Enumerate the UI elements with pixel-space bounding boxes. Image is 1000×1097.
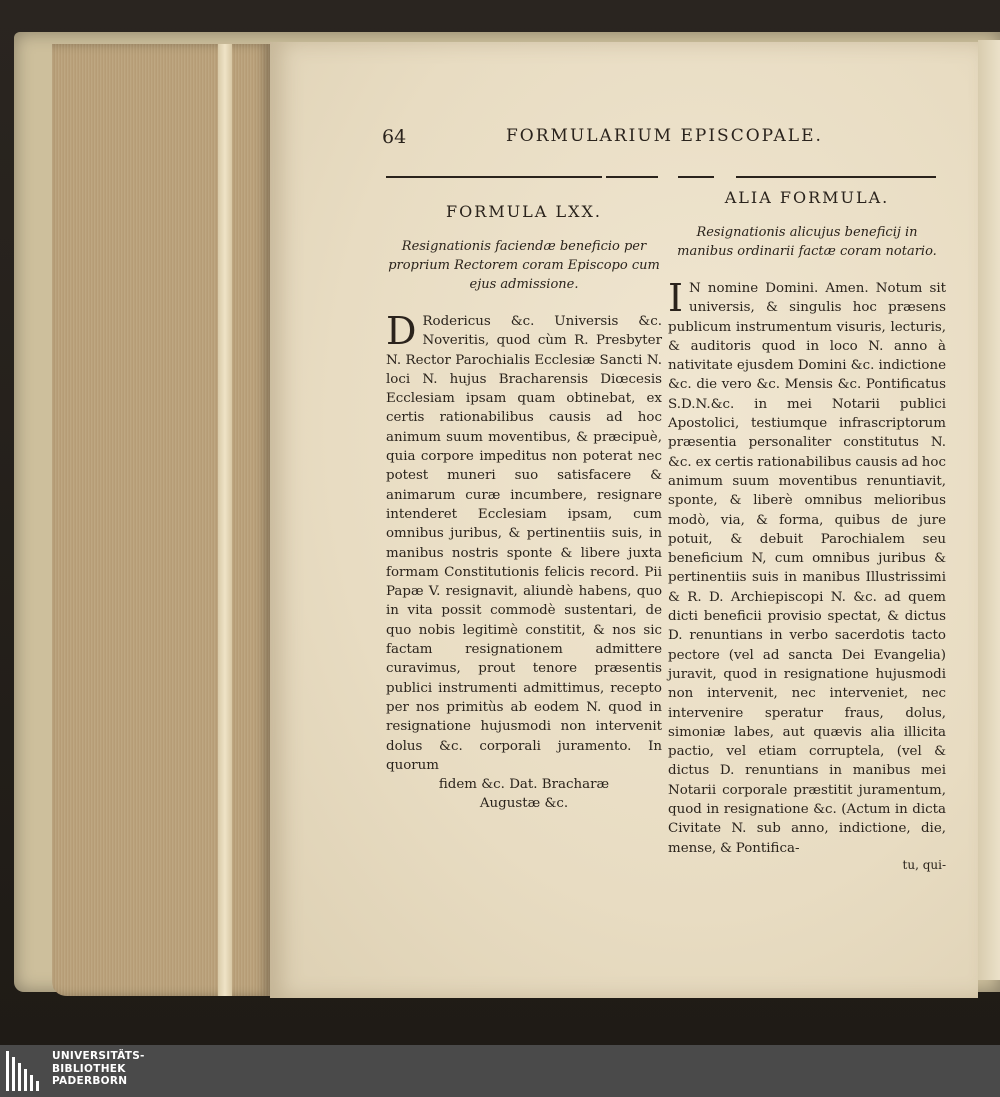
alia-body <box>668 276 946 858</box>
formula-ending-line-2: Augustæ &c. <box>479 796 569 812</box>
book-page <box>270 42 978 998</box>
running-head <box>270 126 978 152</box>
next-page-edge <box>978 40 1000 980</box>
formula-text: Rodericus &c. Universis &c. Noveritis, quod cùm R. Presbyter N. Rector Parochialis Ecclesiæ Sancti N. loci N. hujus Bracharensis Diœcesis Ecclesiam ipsam quam obtinebat, ex certis rationabilibus causis ad hoc animum suum moventibus, & præcipuè, quia corpore impeditus non poterat nec potest muneri suo satisfacere & animarum curæ incumbere, resignare intenderet Ecclesiam ipsam, cum omnibus juribus, & pertinentiis suis, in manibus nostris sponte & libere juxta formam Constitutionis felicis record. Pii Papæ V. resignavit, aliundè habens, quo in vita possit commodè sustentari, de quo nobis legitimè constitit, & nos sic factam resignationem admittere curavimus, prout tenore præsentis publici instrumenti admittimus, recepto per nos primitùs ab eodem N. quod in resignatione hujusmodi non intervenit dolus &c. corporali juramento. In quorum <box>386 314 662 773</box>
header-rule-left <box>386 176 602 178</box>
library-name-line: PADERBORN <box>52 1075 128 1087</box>
header-rule-mid2 <box>678 176 714 178</box>
catchword: tu, qui- <box>902 857 946 872</box>
page-edges <box>52 44 270 996</box>
header-rule-right <box>736 176 936 178</box>
drop-cap: I <box>668 276 684 320</box>
alia-subtitle: Resignationis alicujus beneficij in manibus ordinarii factæ coram notario. <box>677 225 937 259</box>
library-name-line: BIBLIOTHEK <box>52 1062 126 1075</box>
library-footer <box>0 1045 1000 1097</box>
formula-heading: FORMULA LXX. <box>446 202 602 221</box>
formula-subtitle: Resignationis faciendæ beneficio per proprium Rectorem coram Episcopo cum ejus admissione. <box>388 239 660 292</box>
drop-cap: D <box>386 309 417 353</box>
left-column <box>386 202 662 814</box>
formula-body <box>386 309 662 775</box>
alia-text: N nomine Domini. Amen. Notum sit universis, & singulis hoc præsens publicum instrumentum visuris, lecturis, & auditoris quod in loco N. anno à nativitate ejusdem Domini &c. indictione &c. die vero &c. Mensis &c. Pontificatus S.D.N.&c. in mei Notarii publici Apostolici, testiumque infrascriptorum præsentia personaliter constitutus N. &c. ex certis rationabilibus causis ad hoc animum suum moventibus renuntiavit, sponte, & liberè omnibus melioribus modò, via, & forma, quibus de jure potuit, & debuit Parochialem seu beneficium N, cum omnibus juribus & pertinentiis suis in manibus Illustrissimi & R. D. Archiepiscopi N. &c. ad quem dicti beneficii provisio spectat, & dictus D. renuntians in verbo sacerdotis tacto pectore (vel ad sancta Dei Evangelia) juravit, quod in resignatione hujusmodi non intervenit, nec interveniet, nec intervenire speratur fraus, dolus, simoniæ labes, aut quævis alia illicita pactio, vel etiam corruptela, (vel & dictus D. renuntians in manibus mei Notarii corporale præstitit juramentum, quod in resignatione &c. (Actum in dicta Civitate N. sub anno, indictione, die, mense, & Pontifica- <box>668 281 946 856</box>
library-name-line: UNIVERSITÄTS- <box>52 1050 145 1062</box>
running-title: FORMULARIUM EPISCOPALE. <box>506 126 823 146</box>
alia-heading: ALIA FORMULA. <box>724 188 890 207</box>
library-logo-icon <box>6 1051 46 1091</box>
header-rule-mid <box>606 176 658 178</box>
library-name <box>52 1050 145 1088</box>
right-column <box>668 188 946 872</box>
formula-ending-line-1: fidem &c. Dat. Bracharæ <box>438 777 610 793</box>
page-number: 64 <box>382 126 407 148</box>
